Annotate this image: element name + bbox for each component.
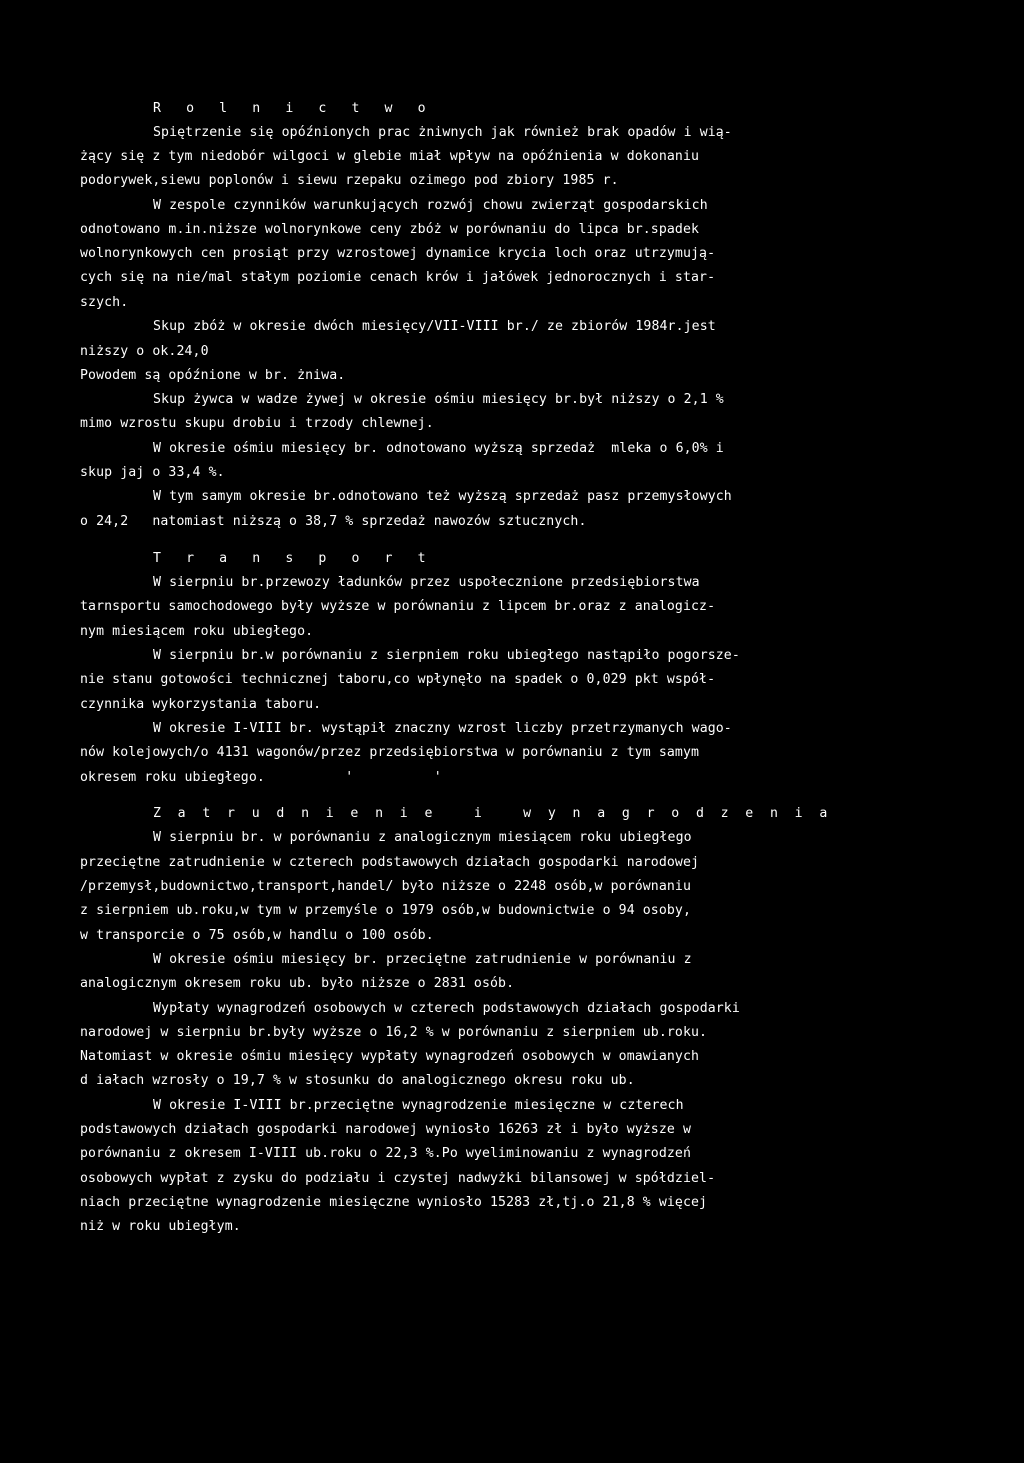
text-line: podorywek,siewu poplonów i siewu rzepaku ozimego pod zbiory 1985 r. <box>80 173 619 188</box>
text-line: Natomiast w okresie ośmiu miesięcy wypłaty wynagrodzeń osobowych w omawianych <box>80 1049 700 1064</box>
text-line: niach przeciętne wynagrodzenie miesięczne wyniosło 15283 zł,tj.o 21,8 % więcej <box>80 1195 708 1210</box>
text-line: /przemysł,budownictwo,transport,handel/ było niższe o 2248 osób,w porównaniu <box>80 879 692 894</box>
text-line: cych się na nie/mal stałym poziomie cenach krów i jałówek jednorocznych i star- <box>80 270 716 285</box>
text-line: W okresie ośmiu miesięcy br. przeciętne zatrudnienie w porównaniu z <box>153 952 692 967</box>
text-line: przeciętne zatrudnienie w czterech podstawowych działach gospodarki narodowej <box>80 855 700 870</box>
text-line: mimo wzrostu skupu drobiu i trzody chlewnej. <box>80 416 434 431</box>
text-line: d iałach wzrosły o 19,7 % w stosunku do analogicznego okresu roku ub. <box>80 1073 635 1088</box>
section-heading-transport: T r a n s p o r t <box>153 551 435 566</box>
text-line: tarnsportu samochodowego były wyższe w porównaniu z lipcem br.oraz z analogicz- <box>80 599 716 614</box>
text-line: Skup zbóż w okresie dwóch miesięcy/VII-VIII br./ ze zbiorów 1984r.jest <box>153 319 716 334</box>
text-line: W sierpniu br. w porównaniu z analogicznym miesiącem roku ubiegłego <box>153 830 692 845</box>
text-line: o 24,2 natomiast niższą o 38,7 % sprzedaż nawozów sztucznych. <box>80 514 587 529</box>
text-line: żący się z tym niedobór wilgoci w glebie miał wpływ na opóźnienia w dokonaniu <box>80 149 700 164</box>
text-line: podstawowych działach gospodarki narodowej wyniosło 16263 zł i było wyższe w <box>80 1122 692 1137</box>
text-line: narodowej w sierpniu br.były wyższe o 16,2 % w porównaniu z sierpniem ub.roku. <box>80 1025 708 1040</box>
text-line: szych. <box>80 295 129 310</box>
text-line: nów kolejowych/o 4131 wagonów/przez przedsiębiorstwa w porównaniu z tym samym <box>80 745 700 760</box>
text-line: Spiętrzenie się opóźnionych prac żniwnych jak również brak opadów i wią- <box>153 125 732 140</box>
text-line: czynnika wykorzystania taboru. <box>80 697 322 712</box>
text-line: porównaniu z okresem I-VIII ub.roku o 22,3 %.Po wyeliminowaniu z wynagrodzeń <box>80 1146 692 1161</box>
text-line: w transporcie o 75 osób,w handlu o 100 osób. <box>80 928 434 943</box>
text-line: okresem roku ubiegłego. ' ' <box>80 770 442 785</box>
text-line: W zespole czynników warunkujących rozwój chowu zwierząt gospodarskich <box>153 198 708 213</box>
text-line: z sierpniem ub.roku,w tym w przemyśle o 1979 osób,w budownictwie o 94 osoby, <box>80 903 692 918</box>
section-heading-rolnictwo: R o l n i c t w o <box>153 101 435 116</box>
text-line: W okresie ośmiu miesięcy br. odnotowano wyższą sprzedaż mleka o 6,0% i <box>153 441 724 456</box>
text-line: Wypłaty wynagrodzeń osobowych w czterech podstawowych działach gospodarki <box>153 1001 740 1016</box>
text-line: nie stanu gotowości technicznej taboru,co wpłynęło na spadek o 0,029 pkt współ- <box>80 672 716 687</box>
text-line: W okresie I-VIII br. wystąpił znaczny wzrost liczby przetrzymanych wago- <box>153 721 732 736</box>
text-line: odnotowano m.in.niższe wolnorynkowe ceny zbóż w porównaniu do lipca br.spadek <box>80 222 700 237</box>
text-line: W sierpniu br.przewozy ładunków przez uspołecznione przedsiębiorstwa <box>153 575 700 590</box>
text-line: Powodem są opóźnione w br. żniwa. <box>80 368 346 383</box>
section-heading-zatrudnienie: Z a t r u d n i e n i e i w y n a g r o d z e n i a <box>153 806 832 821</box>
text-line: W okresie I-VIII br.przeciętne wynagrodzenie miesięczne w czterech <box>153 1098 684 1113</box>
text-line: osobowych wypłat z zysku do podziału i czystej nadwyżki bilansowej w spółdziel- <box>80 1171 716 1186</box>
text-line: skup jaj o 33,4 %. <box>80 465 225 480</box>
text-line: W tym samym okresie br.odnotowano też wyższą sprzedaż pasz przemysłowych <box>153 489 732 504</box>
text-line: nym miesiącem roku ubiegłego. <box>80 624 314 639</box>
text-line: wolnorynkowych cen prosiąt przy wzrostowej dynamice krycia loch oraz utrzymują- <box>80 246 716 261</box>
text-line: W sierpniu br.w porównaniu z sierpniem roku ubiegłego nastąpiło pogorsze- <box>153 648 740 663</box>
text-line: niż w roku ubiegłym. <box>80 1219 241 1234</box>
text-line: Skup żywca w wadze żywej w okresie ośmiu miesięcy br.był niższy o 2,1 % <box>153 392 724 407</box>
text-line: niższy o ok.24,0 <box>80 344 209 359</box>
text-line: analogicznym okresem roku ub. było niższe o 2831 osób. <box>80 976 515 991</box>
